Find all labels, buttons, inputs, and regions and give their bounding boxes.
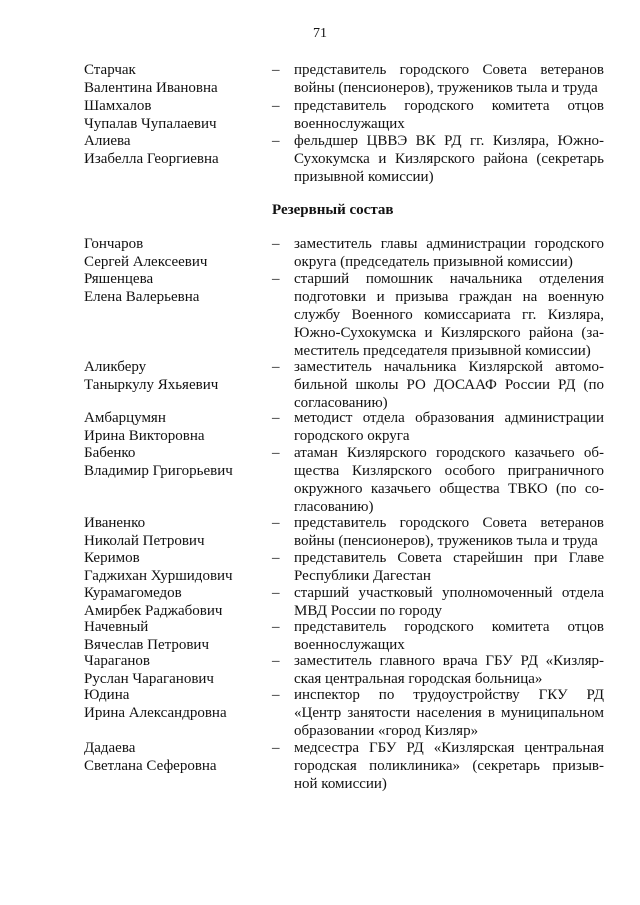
member-name	[84, 686, 272, 740]
member-role	[294, 514, 604, 550]
member-surname: Керимов	[84, 550, 140, 566]
reserve-member-entry	[84, 235, 604, 271]
dash: –	[272, 740, 280, 756]
member-surname: Иваненко	[84, 515, 146, 531]
reserve-member-entry	[84, 739, 604, 793]
member-name	[84, 235, 272, 271]
reserve-member-entry	[84, 652, 604, 688]
role-line: МВД России по городу	[294, 603, 442, 619]
member-name	[84, 270, 272, 360]
reserve-member-entry	[84, 618, 604, 654]
member-surname: Дадаева	[84, 740, 136, 756]
role-line: военнослужащих	[294, 637, 405, 653]
role-line: войны (пенсионеров), тружеников тыла и труда	[294, 80, 598, 96]
member-surname: Начевный	[84, 619, 149, 635]
role-line: Сухокумска и Кизлярского района (секретарь	[294, 151, 604, 167]
member-surname: Гончаров	[84, 236, 144, 252]
role-line: представитель Совета старейшин при Главе	[294, 550, 604, 566]
role-line: старший участковый уполномоченный отдела	[294, 585, 604, 601]
member-given-name: Елена Валерьевна	[84, 289, 200, 305]
member-given-name: Светлана Сеферовна	[84, 758, 217, 774]
member-name	[84, 61, 272, 97]
reserve-member-entry	[84, 444, 604, 516]
member-role	[294, 132, 604, 186]
dash: –	[272, 585, 280, 601]
role-line: округа (председатель призывной комиссии)	[294, 254, 573, 270]
role-line: службу Военного комиссариата гг. Кизляра,	[294, 307, 604, 323]
role-line: войны (пенсионеров), тружеников тыла и труда	[294, 533, 598, 549]
member-given-name: Гаджихан Хуршидович	[84, 568, 233, 584]
role-line: подготовки и призыва граждан на военную	[294, 289, 604, 305]
reserve-member-entry	[84, 584, 604, 620]
member-role	[294, 618, 604, 654]
dash: –	[272, 236, 280, 252]
role-line: представитель городского комитета отцов	[294, 98, 604, 114]
reserve-member-entry	[84, 549, 604, 585]
member-entry	[84, 132, 604, 186]
member-given-name: Изабелла Георгиевна	[84, 151, 219, 167]
member-surname: Старчак	[84, 62, 136, 78]
member-surname: Амбарцумян	[84, 410, 166, 426]
member-name	[84, 514, 272, 550]
role-line: щества Кизлярского особого приграничного	[294, 463, 604, 479]
role-line: представитель городского комитета отцов	[294, 619, 604, 635]
dash: –	[272, 410, 280, 426]
member-role	[294, 739, 604, 793]
member-surname: Бабенко	[84, 445, 136, 461]
role-line: ская центральная городская больница»	[294, 671, 543, 687]
member-surname: Ряшенцева	[84, 271, 154, 287]
role-line: военнослужащих	[294, 116, 405, 132]
role-line: меститель председателя призывной комиссии)	[294, 343, 591, 359]
dash: –	[272, 271, 280, 287]
member-surname: Аликберу	[84, 359, 147, 375]
member-role	[294, 61, 604, 97]
member-entry	[84, 61, 604, 97]
member-given-name: Руслан Чараганович	[84, 671, 214, 687]
role-line: образовании «город Кизляр»	[294, 723, 479, 739]
page-number: 71	[313, 26, 327, 41]
dash: –	[272, 619, 280, 635]
member-given-name: Ирина Викторовна	[84, 428, 205, 444]
member-role	[294, 686, 604, 740]
member-entry	[84, 97, 604, 133]
member-role	[294, 409, 604, 445]
member-role	[294, 358, 604, 412]
member-role	[294, 652, 604, 688]
role-line: «Центр занятости населения в муниципальном	[294, 705, 604, 721]
role-line: ной комиссии)	[294, 776, 387, 792]
role-line: заместитель начальника Кизлярской автомо-	[294, 359, 604, 375]
reserve-heading: Резервный состав	[272, 202, 394, 218]
member-name	[84, 652, 272, 688]
member-surname: Курамагомедов	[84, 585, 182, 601]
role-line: представитель городского Совета ветеранов	[294, 515, 604, 531]
reserve-member-entry	[84, 358, 604, 412]
role-line: заместитель главы администрации городского	[294, 236, 604, 252]
reserve-member-entry	[84, 270, 604, 360]
member-given-name: Владимир Григорьевич	[84, 463, 233, 479]
member-role	[294, 97, 604, 133]
member-name	[84, 444, 272, 516]
member-surname: Юдина	[84, 687, 130, 703]
member-name	[84, 358, 272, 412]
member-role	[294, 444, 604, 516]
role-line: городская поликлиника» (секретарь призыв-	[294, 758, 604, 774]
role-line: Республики Дагестан	[294, 568, 431, 584]
dash: –	[272, 687, 280, 703]
role-line: инспектор по трудоустройству ГКУ РД	[294, 687, 604, 703]
role-line: городского округа	[294, 428, 410, 444]
role-line: методист отдела образования администрации	[294, 410, 604, 426]
member-given-name: Николай Петрович	[84, 533, 205, 549]
role-line: старший помошник начальника отделения	[294, 271, 604, 287]
member-given-name: Ирина Александровна	[84, 705, 227, 721]
member-surname: Чараганов	[84, 653, 150, 669]
role-line: медсестра ГБУ РД «Кизлярская центральная	[294, 740, 604, 756]
reserve-member-entry	[84, 409, 604, 445]
member-name	[84, 97, 272, 133]
member-name	[84, 739, 272, 793]
dash: –	[272, 133, 280, 149]
dash: –	[272, 550, 280, 566]
role-line: заместитель главного врача ГБУ РД «Кизляр-	[294, 653, 604, 669]
role-line: фельдшер ЦВВЭ ВК РД гг. Кизляра, Южно-	[294, 133, 604, 149]
member-name	[84, 409, 272, 445]
member-role	[294, 584, 604, 620]
dash: –	[272, 445, 280, 461]
role-line: гласованию)	[294, 499, 374, 515]
member-surname: Алиева	[84, 133, 131, 149]
member-name	[84, 549, 272, 585]
member-given-name: Чупалав Чупалаевич	[84, 116, 217, 132]
member-surname: Шамхалов	[84, 98, 152, 114]
dash: –	[272, 98, 280, 114]
member-name	[84, 132, 272, 186]
role-line: представитель городского Совета ветеранов	[294, 62, 604, 78]
reserve-member-entry	[84, 514, 604, 550]
member-given-name: Сергей Алексеевич	[84, 254, 208, 270]
reserve-member-entry	[84, 686, 604, 740]
role-line: Южно-Сухокумска и Кизлярского района (за-	[294, 325, 604, 341]
member-given-name: Таныркулу Яхьяевич	[84, 377, 219, 393]
role-line: призывной комиссии)	[294, 169, 434, 185]
member-name	[84, 584, 272, 620]
member-name	[84, 618, 272, 654]
role-line: согласованию)	[294, 395, 388, 411]
role-line: бильной школы РО ДОСААФ России РД (по	[294, 377, 604, 393]
role-line: окружного казачьего общества ТВКО (по со-	[294, 481, 604, 497]
member-given-name: Валентина Ивановна	[84, 80, 218, 96]
dash: –	[272, 515, 280, 531]
member-given-name: Амирбек Раджабович	[84, 603, 223, 619]
member-given-name: Вячеслав Петрович	[84, 637, 209, 653]
dash: –	[272, 653, 280, 669]
member-role	[294, 235, 604, 271]
member-role	[294, 270, 604, 360]
role-line: атаман Кизлярского городского казачьего об-	[294, 445, 604, 461]
dash: –	[272, 62, 280, 78]
member-role	[294, 549, 604, 585]
dash: –	[272, 359, 280, 375]
